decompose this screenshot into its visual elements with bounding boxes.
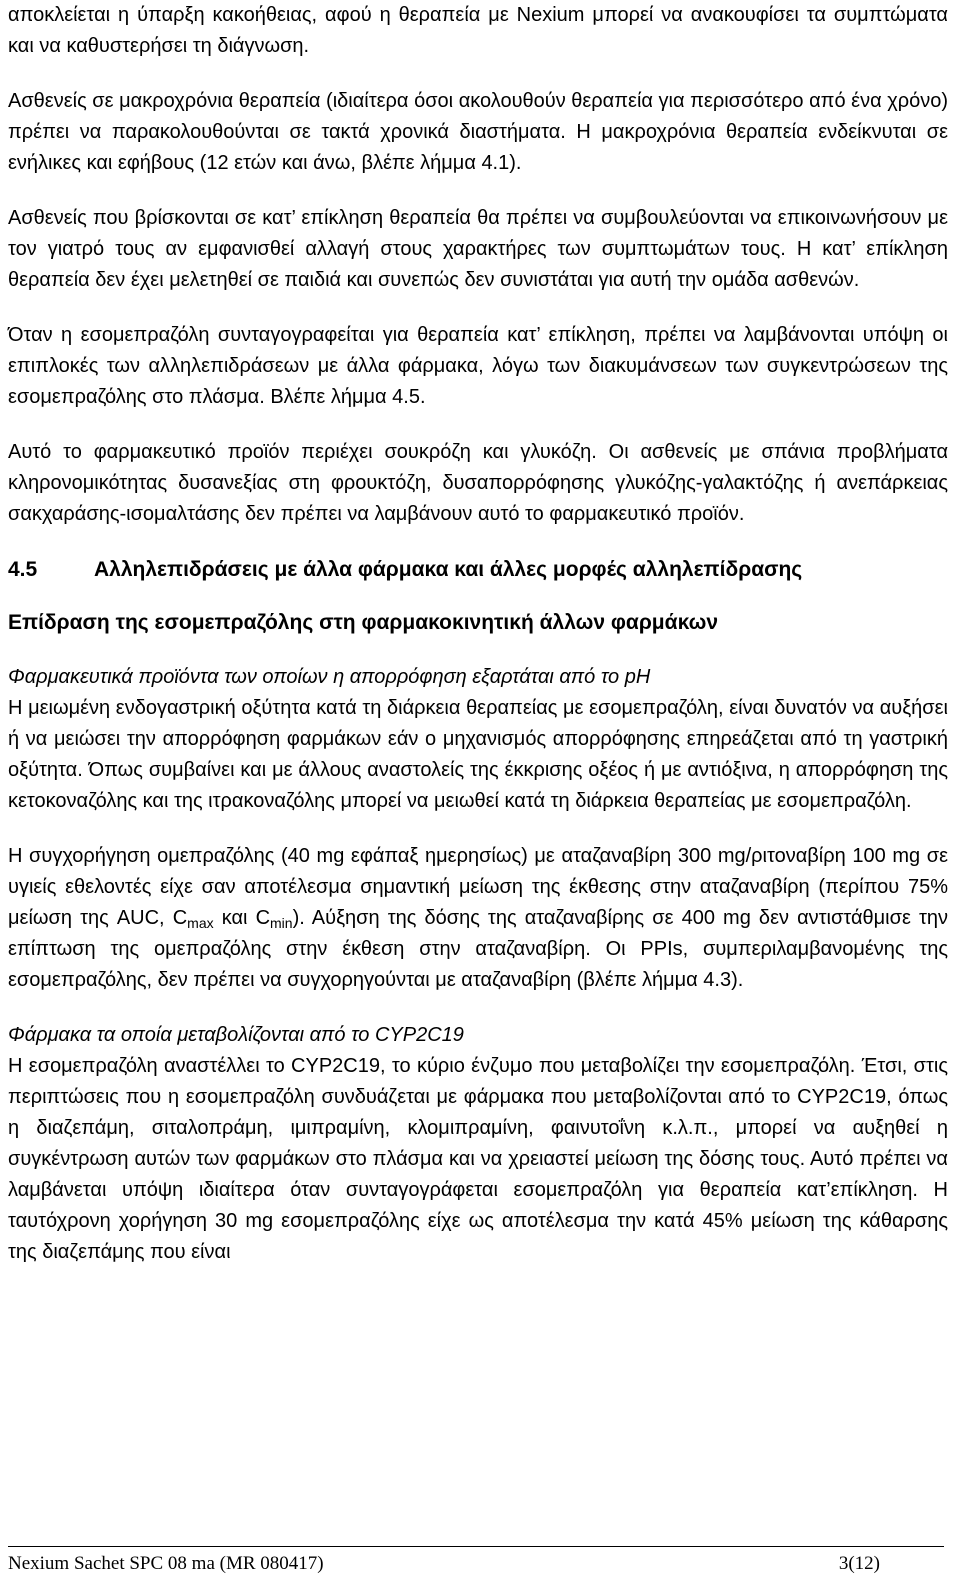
paragraph-on-demand-treatment: Ασθενείς που βρίσκονται σε κατ’ επίκληση θεραπεία θα πρέπει να συμβουλεύονται να επικοινωνήσουν με τον γιατρό τους αν εμφανισθεί αλλαγή στους χαρακτήρες των συμπτωμάτων τους. Η κατ’ επίκληση θεραπεία δεν έχει μελετηθεί σε παιδιά και συνεπώς δεν συνιστάται για αυτή την ομάδα ασθενών. (8, 207, 948, 291)
paragraph-atazanavir (8, 841, 948, 996)
atazanavir-text-start: Η συγχορήγηση ομεπραζόλης (40 mg εφάπαξ ημερησίως) με αταζαναβίρη 300 mg/ριτοναβίρη 100 mg σε υγιείς εθελοντές είχε σαν αποτέλεσμα σημαντική μείωση της έκθεσης στην αταζαναβίρη (περίπου 75% μείωση της AUC, C (8, 845, 948, 929)
paragraph-sucrose-glucose: Αυτό το φαρμακευτικό προϊόν περιέχει σουκρόζη και γλυκόζη. Οι ασθενείς με σπάνια προβλήματα κληρονομικότητας δυσανεξίας στη φρουκτόζη, δυσαπορρόφησης γλυκόζης-γαλακτόζης ή ανεπάρκειας σακχαράσης-ισομαλτάσης δεν πρέπει να λαμβάνουν αυτό το φαρμακευτικό προϊόν. (8, 441, 948, 525)
subheading-pharmacokinetics: Επίδραση της εσομεπραζόλης στη φαρμακοκινητική άλλων φαρμάκων (8, 611, 719, 634)
footer-page-number: 3(12) (838, 1553, 880, 1574)
cyp2c19-block (8, 1020, 948, 1268)
atazanavir-text-end: ). Αύξηση της δόσης της αταζαναβίρης σε 400 mg δεν αντιστάθμισε την επίπτωση της ομεπραζόλης στην έκθεση στην αταζαναβίρη. Οι PPIs, συμπεριλαμβανομένης της εσομεπραζόλης, δεν πρέπει να συγχορηγούνται με αταζαναβίρη (βλέπε λήμμα 4.3). (8, 907, 948, 991)
paragraph-interactions-note: Όταν η εσομεπραζόλη συνταγογραφείται για θεραπεία κατ’ επίκληση, πρέπει να λαμβάνονται υπόψη οι επιπλοκές των αλληλεπιδράσεων με άλλα φάρμακα, λόγω των διακυμάνσεων των συγκεντρώσεων της εσομεπραζόλης στο πλάσμα. Βλέπε λήμμα 4.5. (8, 324, 948, 408)
ph-dependent-text: Η μειωμένη ενδογαστρική οξύτητα κατά τη διάρκεια θεραπείας με εσομεπραζόλη, είναι δυνατόν να αυξήσει ή να μειώσει την απορρόφηση φαρμάκων εάν ο μηχανισμός απορρόφησης επηρεάζεται από τη γαστρική οξύτητα. Όπως συμβαίνει και με άλλους αναστολείς της έκκρισης οξέος ή με αντιόξινα, η απορρόφηση της κετοκοναζόλης και της ιτρακοναζόλης μπορεί να μειωθεί κατά τη διάρκεια θεραπείας με εσομεπραζόλη. (8, 697, 948, 812)
cyp2c19-title: Φάρμακα τα οποία μεταβολίζονται από το CYP2C19 (8, 1024, 464, 1046)
section-heading (8, 554, 948, 585)
ph-dependent-block (8, 662, 948, 817)
paragraph-malignancy: αποκλείεται η ύπαρξη κακοήθειας, αφού η θεραπεία με Nexium μπορεί να ανακουφίσει τα συμπτώματα και να καθυστερήσει τη διάγνωση. (8, 4, 948, 57)
atazanavir-text-mid: και C (213, 907, 271, 929)
cyp2c19-text: Η εσομεπραζόλη αναστέλλει το CYP2C19, το κύριο ένζυμο που μεταβολίζει την εσομεπραζόλη. Έτσι, στις περιπτώσεις που η εσομεπραζόλη συνδυάζεται με φάρμακα που μεταβολίζονται από το CYP2C19, όπως η διαζεπάμη, σιταλοπράμη, ιμιπραμίνη, κλομιπραμίνη, φαινυτοΐνη κ.λ.π., μπορεί να αυξηθεί η συγκέντρωση αυτών των φαρμάκων στο πλάσμα και να χρειαστεί μείωση της δόσης τους. Αυτό πρέπει να λαμβάνεται υπόψη ιδιαίτερα όταν συνταγογράφεται εσομεπραζόλη για θεραπεία κατ’επίκληση. Η ταυτόχρονη χορήγηση 30 mg εσομεπραζόλης είχε ως αποτέλεσμα την κατά 45% μείωση της κάθαρσης της διαζεπάμης που είναι (8, 1055, 948, 1263)
paragraph-long-term-treatment: Ασθενείς σε μακροχρόνια θεραπεία (ιδιαίτερα όσοι ακολουθούν θεραπεία για περισσότερο από ένα χρόνο) πρέπει να παρακολουθούνται σε τακτά χρονικά διαστήματα. Η μακροχρόνια θεραπεία ενδείκνυται σε ενήλικες και εφήβους (12 ετών και άνω, βλέπε λήμμα 4.1). (8, 90, 948, 174)
subscript-min: min (270, 915, 293, 931)
ph-dependent-title: Φαρμακευτικά προϊόντα των οποίων η απορρόφηση εξαρτάται από το pH (8, 666, 651, 688)
subscript-max: max (187, 915, 214, 931)
footer-document-id: Nexium Sachet SPC 08 ma (MR 080417) (8, 1553, 324, 1574)
section-title: Αλληλεπιδράσεις με άλλα φάρμακα και άλλες μορφές αλληλεπίδρασης (94, 558, 803, 581)
document-body (8, 0, 948, 1292)
page-footer (8, 1546, 944, 1575)
section-number: 4.5 (8, 558, 38, 581)
